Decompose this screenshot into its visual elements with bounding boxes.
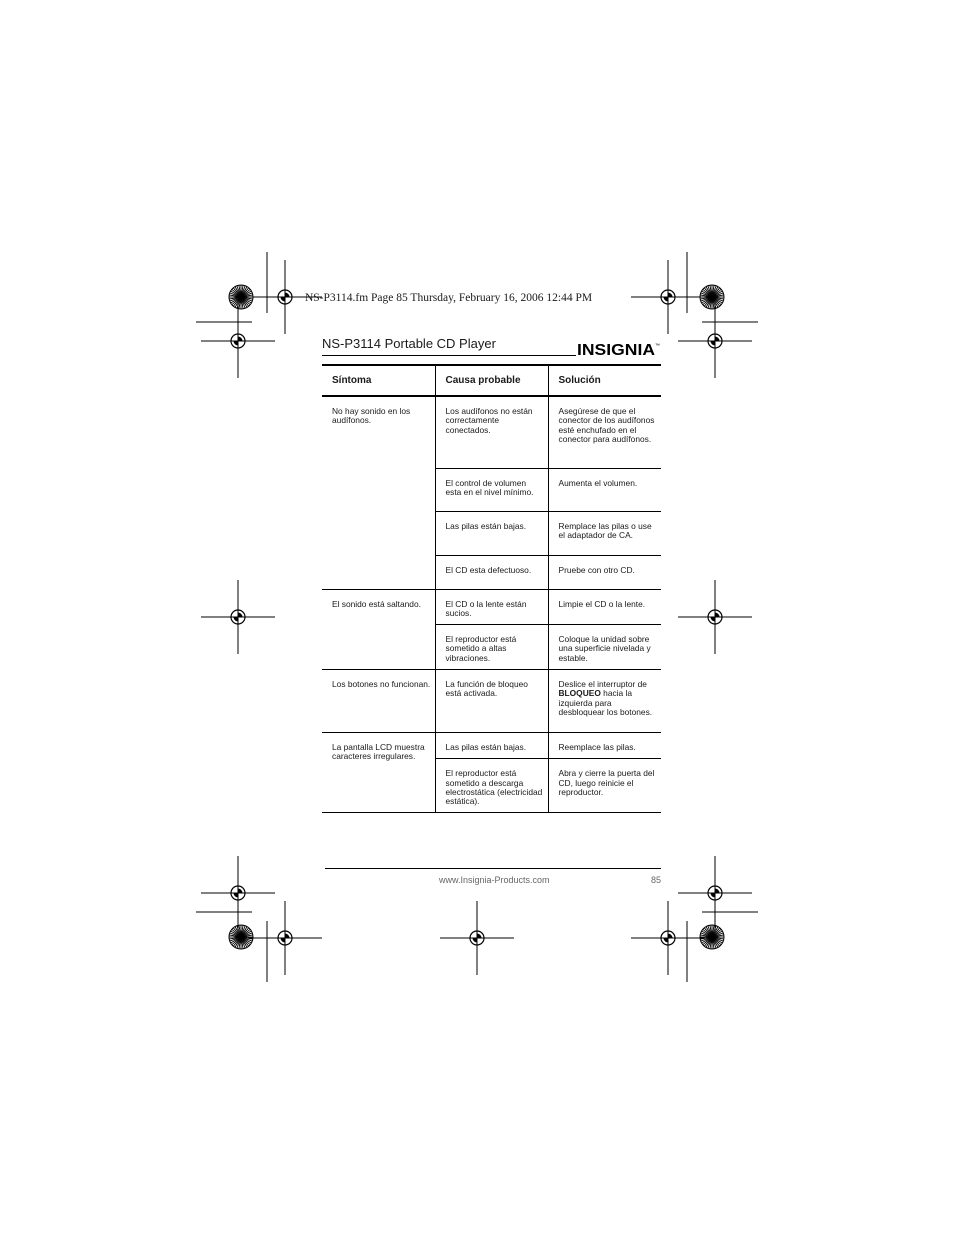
symptom-cell: No hay sonido en los audífonos. (322, 396, 435, 589)
solution-cell: Limpie el CD o la lente. (548, 589, 661, 625)
header-cause: Causa probable (435, 365, 548, 396)
cause-cell: El CD esta defectuoso. (435, 555, 548, 589)
crosshair-mark (678, 580, 752, 654)
header-symptom: Síntoma (322, 365, 435, 396)
symptom-cell: El sonido está saltando. (322, 589, 435, 669)
cause-cell: El CD o la lente están sucios. (435, 589, 548, 625)
solution-text: Deslice el interruptor de (558, 678, 647, 689)
cause-cell: El control de volumen esta en el nivel mínimo. (435, 468, 548, 511)
cause-cell: La función de bloqueo está activada. (435, 669, 548, 732)
footer-rule (325, 868, 661, 869)
registration-star (700, 925, 724, 949)
solution-cell: Remplace las pilas o use el adaptador de CA. (548, 511, 661, 555)
file-info-line: NS-P3114.fm Page 85 Thursday, February 16, 2006 12:44 PM (305, 292, 593, 304)
insignia-logo (577, 339, 659, 366)
solution-cell: Reemplace las pilas. (548, 732, 661, 758)
svg-text:INSIGNIA: INSIGNIA (577, 342, 655, 359)
solution-cell: Pruebe con otro CD. (548, 555, 661, 589)
table-row (322, 669, 661, 732)
solution-cell: Asegúrese de que el conector de los audífonos esté enchufado en el conector para audífonos. (548, 396, 661, 468)
table-row (322, 732, 661, 758)
troubleshooting-table (322, 364, 661, 813)
registration-star (229, 925, 253, 949)
crosshair-mark (201, 304, 275, 378)
cause-cell: Las pilas están bajas. (435, 732, 548, 758)
solution-text: hacia la izquierda para desbloquear los botones. (558, 688, 653, 717)
title-underline (322, 355, 576, 356)
bloqueo-label: BLOQUEO (558, 688, 601, 699)
crosshair-mark (201, 856, 275, 930)
solution-cell: Coloque la unidad sobre una superficie nivelada y estable. (548, 625, 661, 670)
solution-cell: Aumenta el volumen. (548, 468, 661, 511)
footer-url: www.Insignia-Products.com (439, 875, 550, 885)
crosshair-mark (678, 304, 752, 378)
solution-cell: Abra y cierre la puerta del CD, luego reinicie el reproductor. (548, 759, 661, 813)
crosshair-mark (440, 901, 514, 975)
cause-cell: Las pilas están bajas. (435, 511, 548, 555)
crosshair-mark (201, 580, 275, 654)
crosshair-mark (631, 260, 705, 334)
table-header-row (322, 365, 661, 396)
svg-text:™: ™ (655, 343, 660, 349)
cause-cell: Los audífonos no están correctamente conectados. (435, 396, 548, 468)
crosshair-mark (248, 901, 322, 975)
crosshair-mark (678, 856, 752, 930)
page-title: NS-P3114 Portable CD Player (322, 336, 496, 351)
page-number: 85 (651, 875, 662, 885)
header-solution: Solución (548, 365, 661, 396)
cause-cell: El reproductor está sometido a altas vibraciones. (435, 625, 548, 670)
table-row (322, 396, 661, 468)
crosshair-mark (631, 901, 705, 975)
cause-cell: El reproductor está sometido a descarga electrostática (electricidad estática). (435, 759, 548, 813)
symptom-cell: La pantalla LCD muestra caracteres irregulares. (322, 732, 435, 812)
solution-cell (548, 669, 661, 732)
table-row (322, 589, 661, 625)
symptom-cell: Los botones no funcionan. (322, 669, 435, 732)
